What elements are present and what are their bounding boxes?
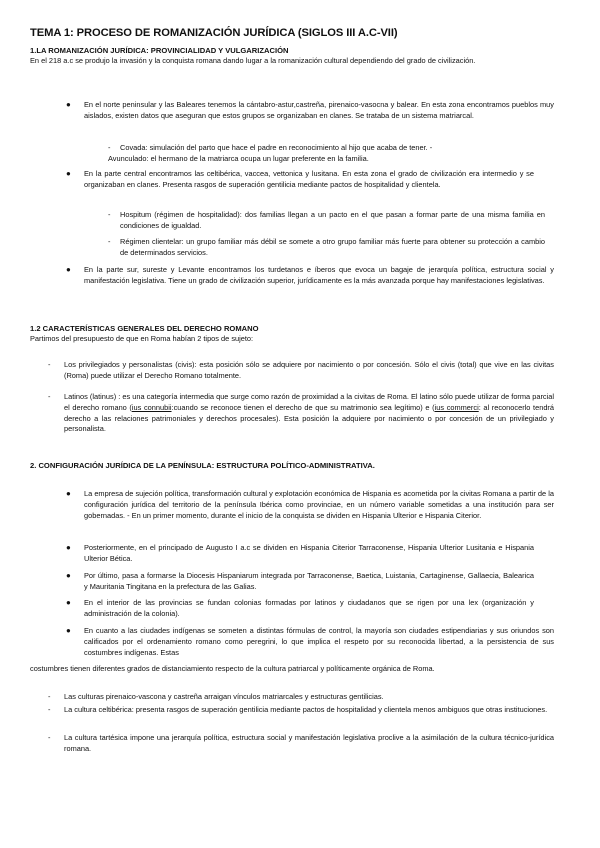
sub-list-item: - Régimen clientelar: un grupo familiar más débil se somete a otro grupo familiar más fuerte para obtener su protección a cambio de determinados servicios. (108, 237, 545, 257)
list-item: - La cultura tartésica impone una jerarquía política, estructura social y manifestación legislativa proclive a la asimilación de la cultura técnico-jurídica romana. (48, 733, 554, 753)
list-item: ● En cuanto a las ciudades indígenas se someten a distintas fórmulas de control, la mayoría son ciudades estipendiarias y sus oriundos son calificados por el ordenamiento romano como peregrini, lo que implica el respeto por su reconocida libertad, a la persistencia de sus costumbres indígenas. Estas (66, 626, 554, 657)
list-item: ● La empresa de sujeción política, transformación cultural y explotación económica de Hispania es acometida por la civitas Romana a partir de la configuración jurídica del territorio de la península Ibérica como provinciae, en un número variable sometidas a una institución para ser gobernadas. - En un primer momento, durante el inicio de la conquista se dividen en Hispania Ulterior e Hispania Citerior. (66, 489, 554, 520)
dash-icon: - (108, 237, 111, 246)
section-2-heading: 2. CONFIGURACIÓN JURÍDICA DE LA PENÍNSULA: ESTRUCTURA POLÍTICO-ADMINISTRATIVA. (30, 461, 375, 470)
list-item: ● En el interior de las provincias se fundan colonias formadas por latinos y ciudadanos que se rigen por una lex (organización y administración de la colonia). (66, 598, 534, 618)
list-item: - Los privilegiados y personalistas (civis): esta posición sólo se adquiere por nacimiento o por concesión. Sólo el civis (total) que vive en las civitas (Roma) puede utilizar el Derecho Romano totalmente. (48, 360, 554, 380)
section-2-continuation: costumbres tienen diferentes grados de distanciamiento respecto de la cultura patriarcal y políticamente orgánica de Roma. (30, 664, 435, 673)
dash-icon: - (48, 705, 51, 714)
list-item: ● Posteriormente, en el principado de Augusto I a.c se dividen en Hispania Citerior Tarraconense, Hispania Ulterior Lusitania e Hispania Ulterior Bética. (66, 543, 534, 563)
bullet-icon: ● (66, 571, 71, 580)
bullet-icon: ● (66, 489, 71, 498)
dash-icon: - (48, 392, 51, 401)
dash-icon: - (108, 210, 111, 219)
bullet-icon: ● (66, 169, 71, 178)
list-item: ● En la parte central encontramos las celtibérica, vaccea, vettonica y lusitana. En esta zona el grado de civilización era intermedio y se organizaban en clanes. Presenta rasgos de superación gentilicia mediante pactos de hospitalidad y clientela. (66, 169, 534, 189)
dash-icon: - (48, 733, 51, 742)
bullet-icon: ● (66, 265, 71, 274)
section-1-2-intro: Partimos del presupuesto de que en Roma habían 2 tipos de sujeto: (30, 334, 254, 343)
section-1-2-heading: 1.2 CARACTERÍSTICAS GENERALES DEL DERECHO ROMANO (30, 324, 259, 333)
sub-list-item: Avunculado: el hermano de la matriarca ocupa un lugar preferente en la familia. (108, 154, 369, 163)
dash-icon: - (108, 143, 111, 152)
list-item: ● En el norte peninsular y las Baleares tenemos la cántabro-astur,castreña, pirenaico-vasocna y balear. En esta zona encontramos pueblos muy aislados, existen datos que aseguran que estos grupos se organizaban en clanes. Se trataba de un sistema matriarcal. (66, 100, 554, 120)
sub-list-item: - Covada: simulación del parto que hace el padre en reconocimiento al hijo que acaba de tener. - (108, 143, 433, 152)
bullet-icon: ● (66, 626, 71, 635)
sub-list-item: - Hospitum (régimen de hospitalidad): dos familias llegan a un pacto en el que pasan a formar parte de una misma familia en condiciones de igualdad. (108, 210, 545, 230)
ius-commerci-term: ius commerci (434, 402, 479, 412)
ius-connubii-term: ius connubii (131, 402, 172, 412)
dash-icon: - (48, 692, 51, 701)
bullet-icon: ● (66, 100, 71, 109)
list-item: - La cultura celtibérica: presenta rasgos de superación gentilicia mediante pactos de hospitalidad y clientela menos ambiguos que otras instituciones. (48, 705, 548, 714)
bullet-icon: ● (66, 598, 71, 607)
section-1-intro: En el 218 a.c se produjo la invasión y la conquista romana dando lugar a la romanización cultural dependiendo del grado de civilización. (30, 56, 476, 65)
dash-icon: - (48, 360, 51, 369)
section-1-heading: 1.LA ROMANIZACIÓN JURÍDICA: PROVINCIALIDAD Y VULGARIZACIÓN (30, 46, 289, 55)
list-item: ● Por último, pasa a formarse la Diocesis Hispaniarum integrada por Tarraconense, Baetica, Luistania, Cartaginense, Gallaecia, Balearica y Mauritania Tingitana en la prefectura de las Galias. (66, 571, 534, 591)
document-title: TEMA 1: PROCESO DE ROMANIZACIÓN JURÍDICA (SIGLOS III A.C-VII) (30, 27, 398, 39)
list-item: ● En la parte sur, sureste y Levante encontramos los turdetanos e íberos que evoca un bagaje de jerarquía política, estructura social y manifestación legislativa. Tiene un grado de civilización superior, jurídicamente es la más avanzada porque hay manifestaciones legislativas. (66, 265, 554, 285)
bullet-icon: ● (66, 543, 71, 552)
list-item: - Latinos (latinus) : es una categoría intermedia que surge como razón de proximidad a la civitas de Roma. El latino sólo puede utilizar de forma parcial el derecho romano (ius connubii:cuando se reconoce tienen el derecho de que su matrimonio sea legítimo) e (ius commerci: al reconocerlo tendrá derecho a las relaciones patrimoniales y derechos procesales). Esta posición la adquiere por nacimiento o por concesión de un privilegiado y personalista. (48, 392, 554, 434)
list-item: - Las culturas pirenaico-vascona y castreña arraigan vínculos matriarcales y estructuras gentilicias. (48, 692, 384, 701)
